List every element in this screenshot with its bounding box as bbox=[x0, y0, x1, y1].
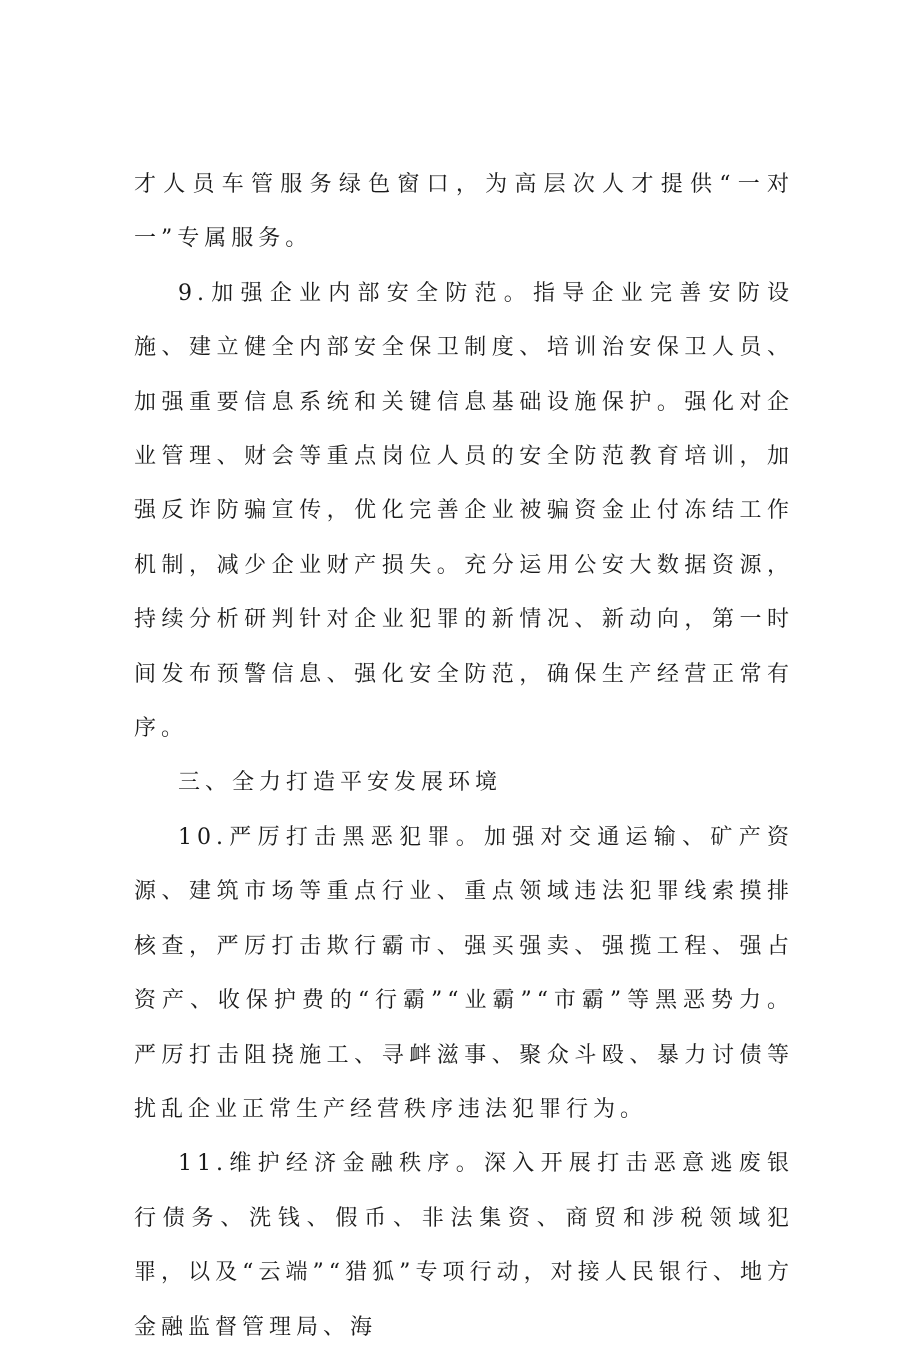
document-body bbox=[134, 158, 794, 1355]
paragraph-item-11: 11.维护经济金融秩序。深入开展打击恶意逃废银行债务、洗钱、假币、非法集资、商贸和涉税领域犯罪，以及“云端”“猎狐”专项行动，对接人民银行、地方金融监督管理局、海 bbox=[134, 1151, 794, 1340]
section-heading-3: 三、全力打造平安发展环境 bbox=[178, 770, 503, 796]
paragraph-item-9: 9.加强企业内部安全防范。指导企业完善安防设施、建立健全内部安全保卫制度、培训治安保卫人员、加强重要信息系统和关键信息基础设施保护。强化对企业管理、财会等重点岗位人员的安全防范教育培训，加强反诈防骗宣传，优化完善企业被骗资金止付冻结工作机制，减少企业财产损失。充分运用公安大数据资源，持续分析研判针对企业犯罪的新情况、新动向，第一时间发布预警信息、强化安全防范，确保生产经营正常有序。 bbox=[134, 280, 794, 742]
paragraph-item-10: 10.严厉打击黑恶犯罪。加强对交通运输、矿产资源、建筑市场等重点行业、重点领域违法犯罪线索摸排核查，严厉打击欺行霸市、强买强卖、强揽工程、强占资产、收保护费的“行霸”“业霸”“市霸”等黑恶势力。严厉打击阻挠施工、寻衅滋事、聚众斗殴、暴力讨债等扰乱企业正常生产经营秩序违法犯罪行为。 bbox=[134, 824, 794, 1122]
paragraph-continuation: 才人员车管服务绿色窗口，为高层次人才提供“一对一”专属服务。 bbox=[134, 172, 794, 252]
